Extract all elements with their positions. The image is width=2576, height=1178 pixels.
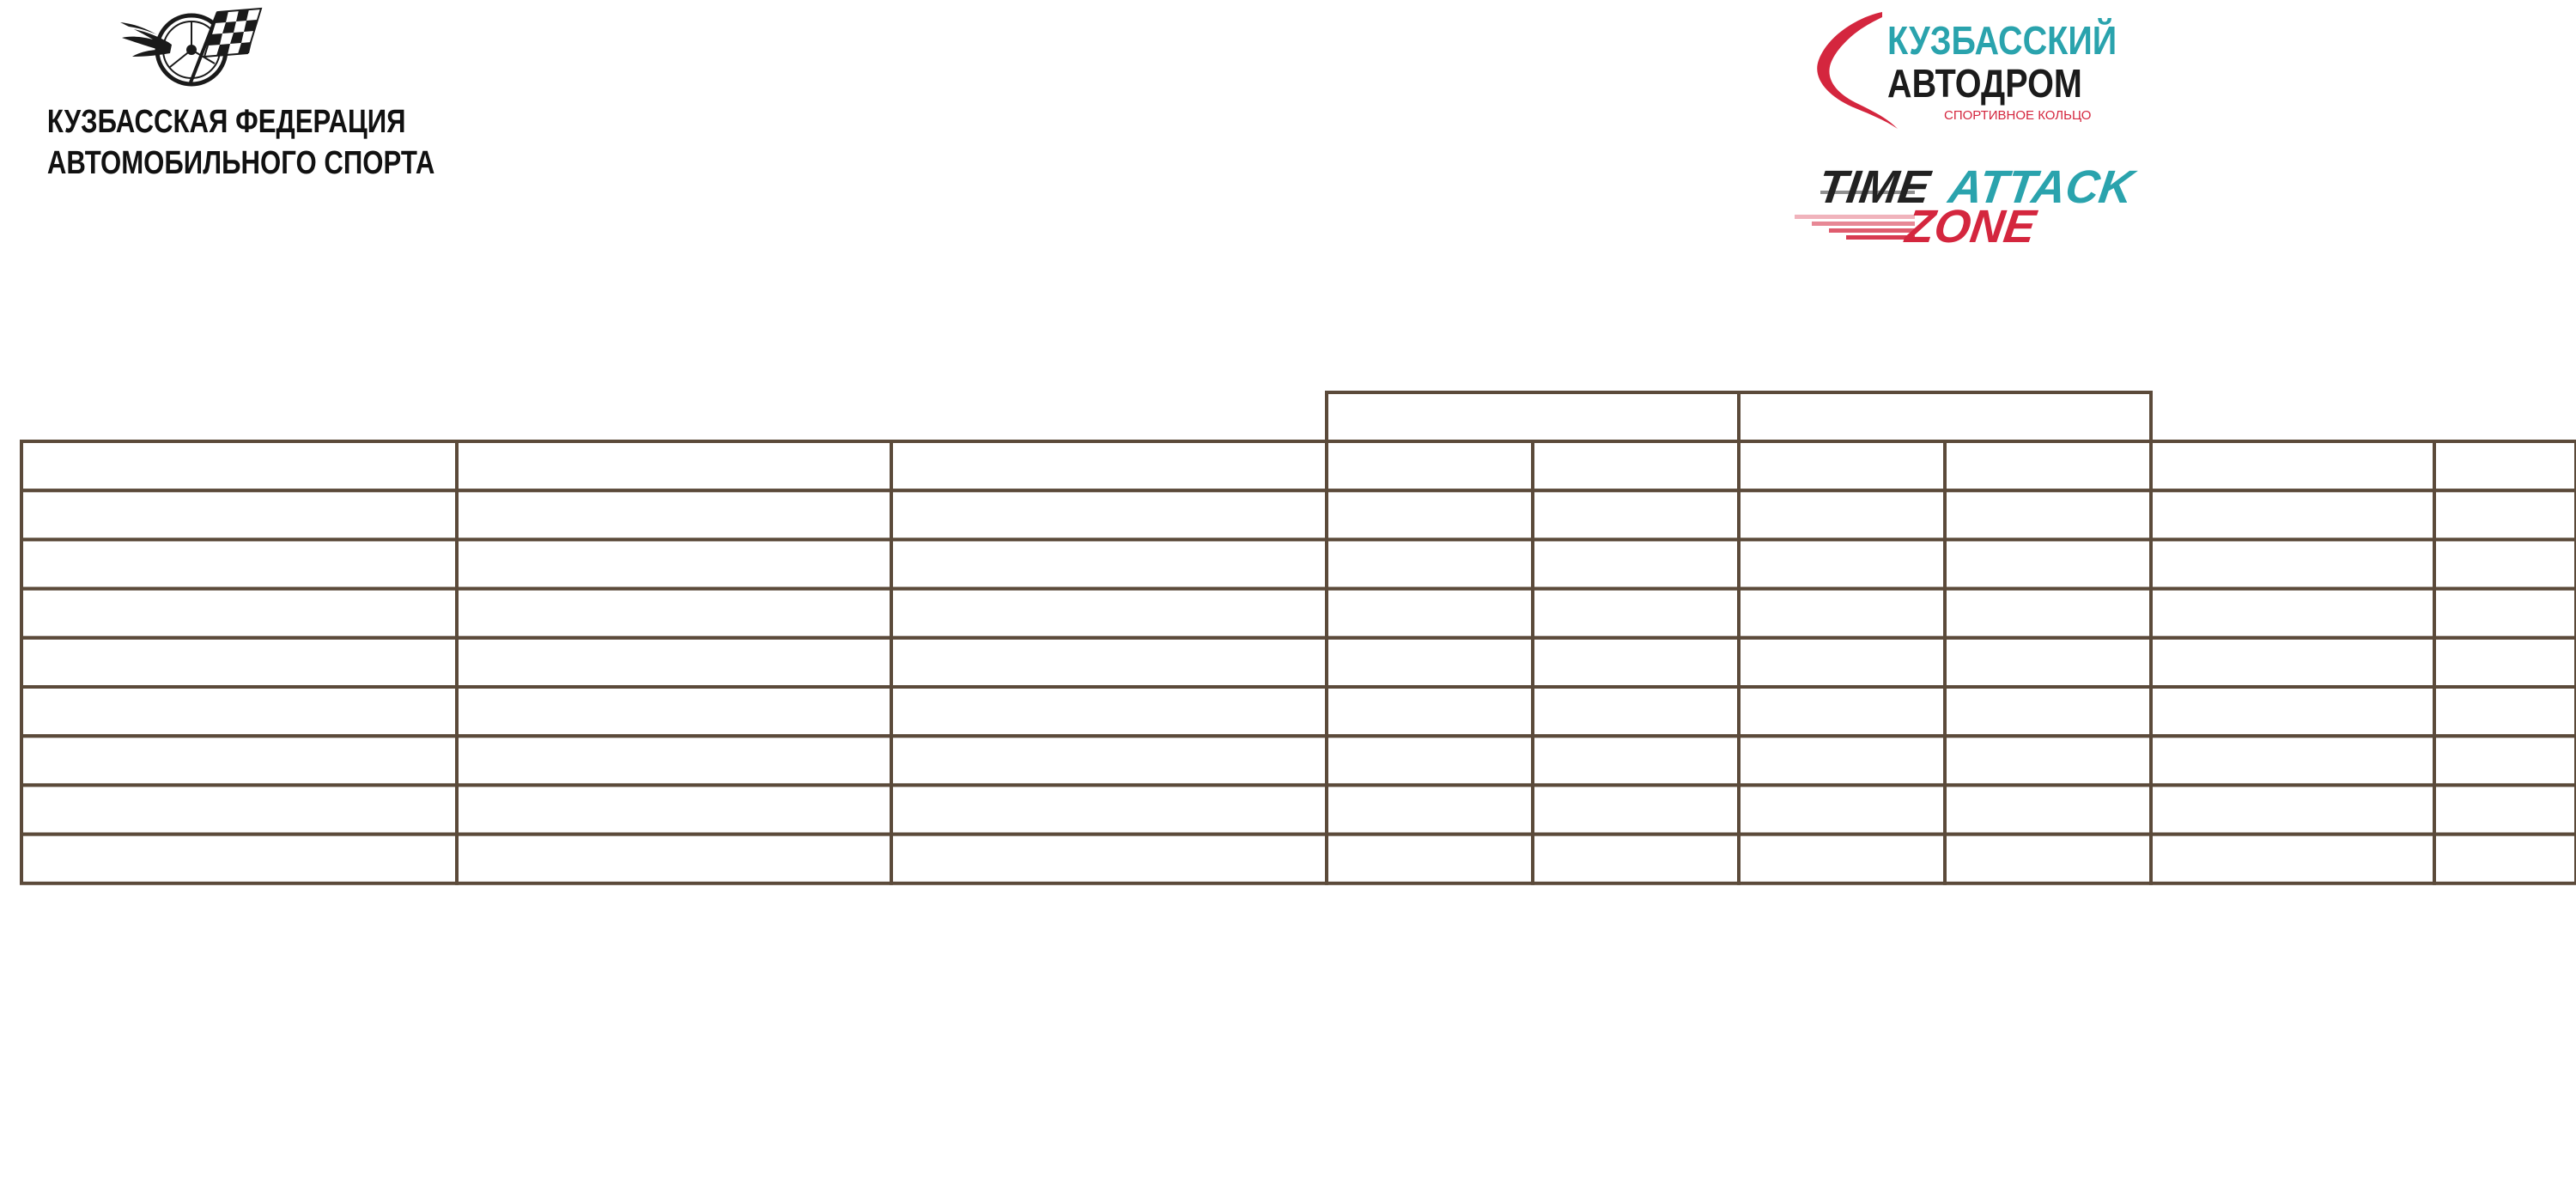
table-cell xyxy=(2434,490,2576,539)
table-header-cell xyxy=(1945,441,2151,490)
table-cell xyxy=(2434,589,2576,638)
table-cell xyxy=(2151,687,2434,736)
table-cell xyxy=(457,687,891,736)
table-cell xyxy=(1533,736,1739,785)
table-cell xyxy=(1945,589,2151,638)
table-cell xyxy=(457,835,891,884)
table-cell xyxy=(2434,539,2576,588)
table-cell xyxy=(1533,589,1739,638)
table-cell xyxy=(2151,589,2434,638)
table-cell xyxy=(1533,490,1739,539)
table-cell xyxy=(1739,687,1945,736)
table-cell xyxy=(2151,835,2434,884)
table-cell xyxy=(1739,589,1945,638)
table-cell xyxy=(1739,539,1945,588)
table-cell xyxy=(1327,835,1533,884)
table-cell xyxy=(21,589,457,638)
table-cell xyxy=(891,490,1327,539)
table-cell xyxy=(1739,638,1945,687)
table-cell xyxy=(1327,638,1533,687)
table-cell xyxy=(891,539,1327,588)
table-header-cell xyxy=(1533,441,1739,490)
table-cell xyxy=(2151,638,2434,687)
table-header-cell xyxy=(1327,441,1533,490)
table-header-cell xyxy=(2434,441,2576,490)
table-cell xyxy=(891,736,1327,785)
table-cell xyxy=(457,785,891,834)
table-cell xyxy=(1533,638,1739,687)
table-cell xyxy=(2151,539,2434,588)
time-attack-logo-zone: ZONE xyxy=(1902,201,2039,252)
table-header-cell xyxy=(891,441,1327,490)
autodrome-logo-word-1: КУЗБАССКИЙ xyxy=(1887,18,2117,63)
table-cell xyxy=(1945,490,2151,539)
table-cell xyxy=(1533,835,1739,884)
table-cell xyxy=(1327,589,1533,638)
federation-name-line-2: АВТОМОБИЛЬНОГО СПОРТА xyxy=(46,145,435,181)
table-group-header-cell xyxy=(1327,392,1739,441)
table-cell xyxy=(1533,539,1739,588)
table-cell xyxy=(21,785,457,834)
table-cell xyxy=(1533,785,1739,834)
table-cell xyxy=(1739,785,1945,834)
table-cell xyxy=(1945,687,2151,736)
autodrome-logo-word-2: АВТОДРОМ xyxy=(1887,61,2082,106)
table-cell xyxy=(1533,687,1739,736)
table-cell xyxy=(457,490,891,539)
table-cell xyxy=(1945,785,2151,834)
table-cell xyxy=(457,638,891,687)
table-cell xyxy=(21,638,457,687)
table-header-cell xyxy=(2151,441,2434,490)
table-cell xyxy=(21,736,457,785)
table-header-cell xyxy=(21,441,457,490)
table-header-cell xyxy=(457,441,891,490)
table-header-cell xyxy=(1739,441,1945,490)
table-cell xyxy=(1739,736,1945,785)
table-cell xyxy=(1327,687,1533,736)
table-cell xyxy=(2434,835,2576,884)
table-cell xyxy=(1739,490,1945,539)
table-cell xyxy=(891,785,1327,834)
table-cell xyxy=(891,687,1327,736)
table-cell xyxy=(2151,490,2434,539)
table-cell xyxy=(1945,835,2151,884)
time-attack-logo-time: TIME xyxy=(1814,161,1934,213)
table-cell xyxy=(2434,736,2576,785)
table-cell xyxy=(457,539,891,588)
time-attack-logo-attack: ATTACK xyxy=(1945,161,2137,213)
table-cell xyxy=(1327,785,1533,834)
table-cell xyxy=(2434,687,2576,736)
table-cell xyxy=(1327,539,1533,588)
table-cell xyxy=(1327,736,1533,785)
table-cell xyxy=(891,638,1327,687)
table-cell xyxy=(21,835,457,884)
table-cell xyxy=(891,835,1327,884)
table-cell xyxy=(2434,785,2576,834)
table-cell xyxy=(1945,638,2151,687)
table-cell xyxy=(891,589,1327,638)
table-cell xyxy=(1945,736,2151,785)
table-cell xyxy=(2151,785,2434,834)
table-cell xyxy=(457,736,891,785)
table-cell xyxy=(21,687,457,736)
table-cell xyxy=(457,589,891,638)
table-cell xyxy=(21,490,457,539)
federation-name-line-1: КУЗБАССКАЯ ФЕДЕРАЦИЯ xyxy=(46,104,406,140)
table-cell xyxy=(2434,638,2576,687)
table-group-header-cell xyxy=(1739,392,2151,441)
autodrome-logo-tagline: СПОРТИВНОЕ КОЛЬЦО xyxy=(1944,108,2092,123)
table-cell xyxy=(2151,736,2434,785)
table-cell xyxy=(21,539,457,588)
table-cell xyxy=(1945,539,2151,588)
table-cell xyxy=(1327,490,1533,539)
table-cell xyxy=(1739,835,1945,884)
